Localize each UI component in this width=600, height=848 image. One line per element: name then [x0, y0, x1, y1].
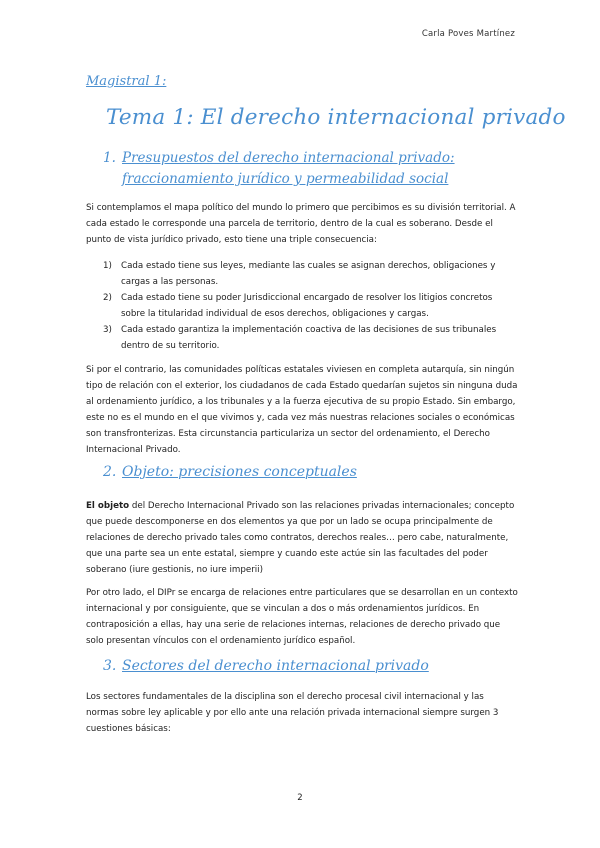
consequences-list — [103, 259, 513, 354]
paragraph-3-rest: del Derecho Internacional Privado son las relaciones privadas internacionales; concepto que puede descomponerse en dos elementos ya que por un lado se ocupa principalmente de relaciones de derecho privado tales como contratos, derechos reales… pero cabe, naturalmente, que una parte sea un ente estatal, siempre y cuando este actúe sin las facultades del poder soberano (iure gestionis, no iure imperii) — [86, 501, 515, 575]
paragraph-5: Los sectores fundamentales de la disciplina son el derecho procesal civil internacional y las normas sobre ley aplicable y por ello ante una relación privada internacional siempre surgen 3 cuestiones básicas: — [86, 692, 499, 734]
list-item-text: Cada estado tiene sus leyes, mediante las cuales se asignan derechos, obligaciones y cargas a las personas. — [121, 261, 496, 287]
list-item-text: Cada estado garantiza la implementación coactiva de las decisiones de sus tribunales dentro de su territorio. — [121, 325, 497, 351]
section-3-heading — [103, 656, 429, 677]
page-number: 2 — [297, 793, 303, 803]
list-item-number: 3) — [103, 325, 112, 335]
paragraph-3-bold: El objeto — [86, 501, 130, 511]
list-item — [103, 259, 513, 290]
magistral-label: Magistral 1: — [86, 74, 167, 89]
section-2-heading — [103, 462, 357, 483]
paragraph-4: Por otro lado, el DIPr se encarga de relaciones entre particulares que se desarrollan en un contexto internacional y por consiguiente, que se vinculan a dos o más ordenamientos jurídicos. En contraposición a ellas, hay una serie de relaciones internas, relaciones de derecho privado que solo presentan vínculos con el ordenamiento jurídico español. — [86, 588, 518, 646]
section-2-number: 2. — [103, 464, 117, 480]
paragraph-3 — [86, 498, 518, 578]
paragraph-2: Si por el contrario, las comunidades políticas estatales viviesen en completa autarquía, sin ningún tipo de relación con el exterior, los ciudadanos de cada Estado quedarían sujetos sin ninguna duda al ordenamiento jurídico, a los tribunales y a la fuerza ejecutiva de su propio Estado. Sin embargo, este no es el mundo en el que vivimos y, cada vez más nuestras relaciones sociales o económicas son transfronterizas. Esta circunstancia particulariza un sector del ordenamiento, el Derecho Internacional Privado. — [86, 365, 518, 455]
section-2-title: Objeto: precisiones conceptuales — [122, 464, 357, 480]
section-1-number: 1. — [103, 150, 116, 166]
list-item — [103, 323, 513, 354]
section-3-title: Sectores del derecho internacional privado — [122, 658, 429, 674]
section-1-heading — [103, 148, 463, 190]
list-item-text: Cada estado tiene su poder Jurisdiccional encargado de resolver los litigios concretos sobre la titularidad individual de esos derechos, obligaciones y cargas. — [121, 293, 493, 319]
list-item-number: 2) — [103, 293, 112, 303]
section-1-title-line2: fraccionamiento jurídico y permeabilidad social — [122, 171, 449, 187]
list-item — [103, 291, 513, 322]
list-item-number: 1) — [103, 261, 112, 271]
section-1-title-line1: Presupuestos del derecho internacional privado: — [122, 150, 455, 166]
header-author: Carla Poves Martínez — [421, 29, 515, 39]
section-3-number: 3. — [103, 658, 117, 674]
page-title: Tema 1: El derecho internacional privado — [106, 105, 566, 130]
paragraph-1: Si contemplamos el mapa político del mundo lo primero que percibimos es su división territorial. A cada estado le corresponde una parcela de territorio, dentro de la cual es soberano. Desde el punto de vista jurídico privado, esto tiene una triple consecuencia: — [86, 203, 516, 245]
